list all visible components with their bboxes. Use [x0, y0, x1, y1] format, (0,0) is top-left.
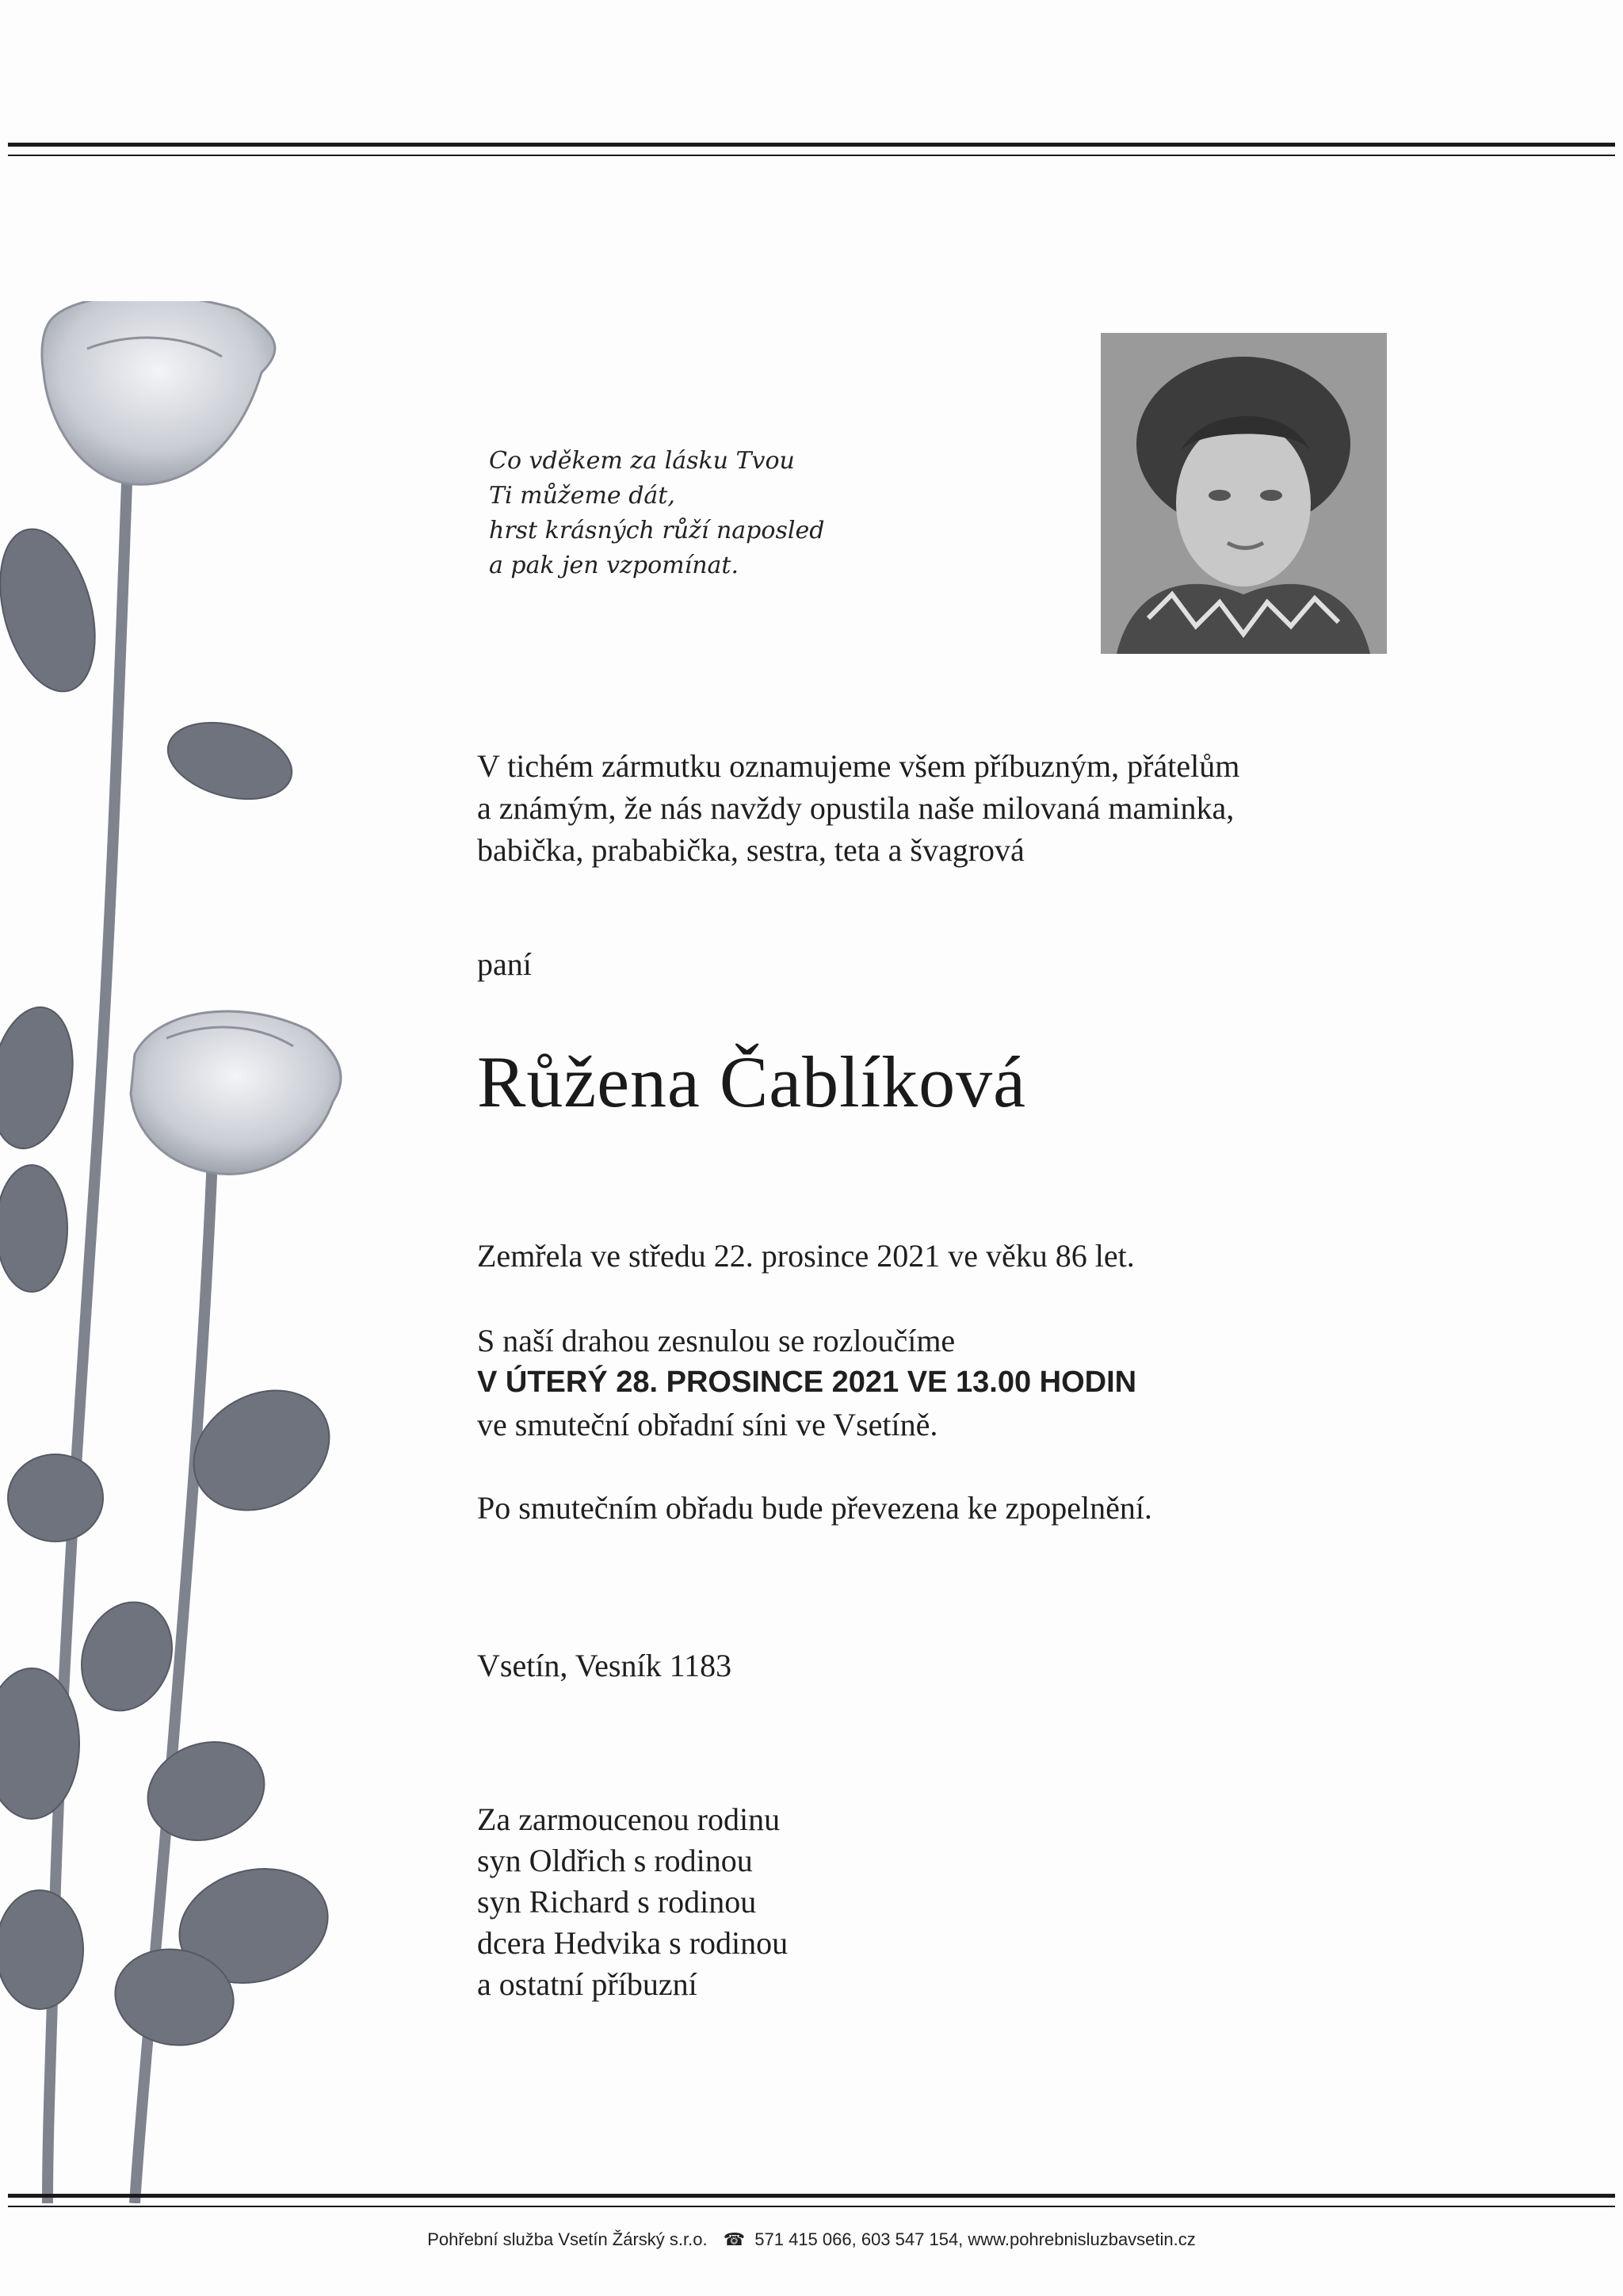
farewell-line: S naší drahou zesnulou se rozloučíme: [477, 1323, 956, 1358]
intro-line: V tichém zármutku oznamujeme všem příbuzným, přátelům: [477, 748, 1240, 784]
farewell-info: [477, 1320, 1428, 1446]
family-member: syn Oldřich s rodinou: [477, 1843, 753, 1878]
funeral-service-footer: [0, 2229, 1623, 2250]
top-border-thin: [8, 155, 1615, 156]
poem-line: Co vděkem za lásku Tvou: [489, 447, 795, 475]
bottom-border-thick: [8, 2194, 1615, 2198]
roses-illustration: [0, 301, 372, 2203]
family-signatures: [477, 1799, 1428, 2005]
cremation-note: Po smutečním obřadu bude převezena ke zpopelnění.: [477, 1490, 1152, 1526]
company-name: Pohřební služba Vsetín Žárský s.r.o.: [427, 2229, 708, 2249]
memorial-poem: [489, 444, 824, 583]
top-border-thick: [8, 143, 1615, 147]
farewell-datetime: V ÚTERÝ 28. PROSINCE 2021 VE 13.00 HODIN: [477, 1366, 1137, 1399]
poem-line: hrst krásných růží naposled: [489, 517, 825, 544]
farewell-place: ve smuteční obřadní síni ve Vsetíně.: [477, 1407, 938, 1442]
intro-line: babička, prababička, sestra, teta a švagrová: [477, 832, 1025, 868]
deceased-name: Růžena Čablíková: [477, 1041, 1027, 1122]
portrait-photo: [1101, 333, 1387, 654]
poem-line: Ti můžeme dát,: [489, 482, 675, 510]
contact-info: 571 415 066, 603 547 154, www.pohrebnisluzbavsetin.cz: [754, 2229, 1196, 2249]
family-member: dcera Hedvika s rodinou: [477, 1925, 789, 1961]
intro-line: a známým, že nás navždy opustila naše milovaná maminka,: [477, 790, 1235, 826]
family-member: syn Richard s rodinou: [477, 1884, 757, 1920]
honorific: paní: [477, 946, 532, 982]
telephone-icon: ☎: [723, 2229, 746, 2249]
death-notice: Zemřela ve středu 22. prosince 2021 ve věku 86 let.: [477, 1238, 1135, 1274]
family-heading: Za zarmoucenou rodinu: [477, 1801, 781, 1837]
family-address: Vsetín, Vesník 1183: [477, 1648, 732, 1683]
announcement-intro: [477, 745, 1428, 871]
bottom-border-thin: [8, 2206, 1615, 2207]
poem-line: a pak jen vzpomínat.: [489, 552, 739, 579]
family-member: a ostatní příbuzní: [477, 1966, 697, 2002]
